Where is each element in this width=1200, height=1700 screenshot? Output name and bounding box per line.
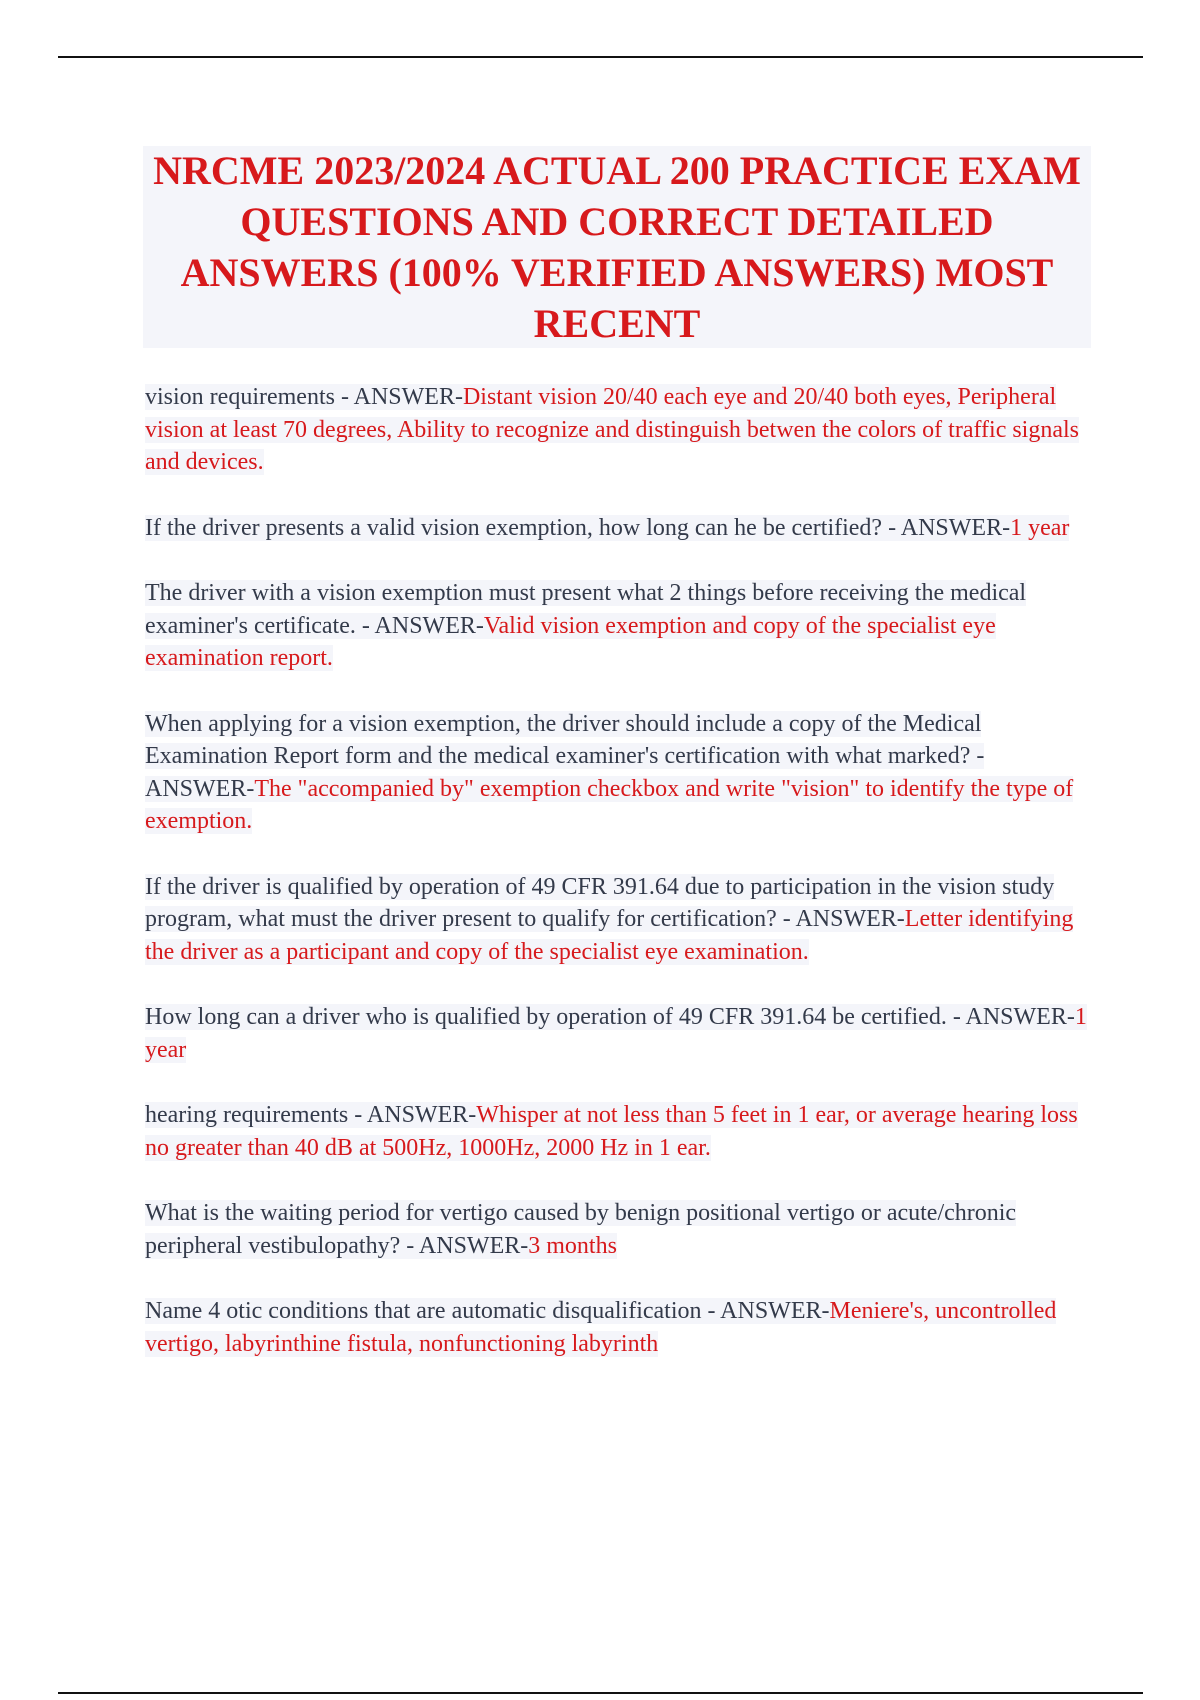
qa-item-body: [145, 384, 1079, 475]
bottom-rule: [58, 1692, 1143, 1694]
qa-item-otic-disqualifications: [145, 1295, 1095, 1360]
answer-text: 1 year: [145, 1004, 1087, 1063]
qa-item-body: [145, 580, 1026, 671]
qa-item-body: [145, 1200, 1016, 1259]
answer-text: The "accompanied by" exemption checkbox and write "vision" to identify the type of exemption.: [145, 775, 1074, 834]
title-box: [143, 146, 1091, 348]
question-text: vision requirements - ANSWER-: [145, 384, 463, 410]
qa-item-body: [145, 1102, 1078, 1161]
answer-text: Whisper at not less than 5 feet in 1 ear, or average hearing loss no greater than 40 dB at 500Hz, 1000Hz, 2000 Hz in 1 ear.: [145, 1102, 1078, 1161]
answer-text: 1 year: [1010, 514, 1070, 541]
qa-item-body: [145, 874, 1073, 965]
question-text: If the driver presents a valid vision exemption, how long can he be certified? - ANSWER-: [145, 514, 1011, 541]
answer-text: Meniere's, uncontrolled vertigo, labyrinthine fistula, nonfunctioning labyrinth: [145, 1298, 1057, 1357]
question-text: If the driver is qualified by operation of 49 CFR 391.64 due to participation in the vision study program, what must the driver present to qualify for certification? - ANSWER-: [145, 873, 1055, 932]
qa-item-vision-exemption-application: [145, 708, 1095, 838]
answer-text: Letter identifying the driver as a participant and copy of the specialist eye examination.: [145, 906, 1074, 965]
question-text: hearing requirements - ANSWER-: [145, 1102, 477, 1128]
question-text: How long can a driver who is qualified by operation of 49 CFR 391.64 be certified. - ANSWER-: [145, 1004, 1075, 1030]
top-rule: [58, 56, 1143, 58]
qa-item-body: [145, 1004, 1087, 1063]
qa-item-vision-study-program: [145, 871, 1095, 969]
qa-item-hearing-requirements: [145, 1099, 1095, 1164]
answer-text: Distant vision 20/40 each eye and 20/40 both eyes, Peripheral vision at least 70 degrees, Ability to recognize and distinguish betwen the colors of traffic signals and devices.: [145, 384, 1080, 475]
qa-item-body: [145, 711, 1073, 835]
answer-text: 3 months: [528, 1232, 617, 1259]
document-title: NRCME 2023/2024 ACTUAL 200 PRACTICE EXAM QUESTIONS AND CORRECT DETAILED ANSWERS (100% VERIFIED ANSWERS) MOST RECENT: [153, 148, 1081, 346]
qa-item-vertigo-waiting-period: [145, 1197, 1095, 1262]
answer-text: Valid vision exemption and copy of the specialist eye examination report.: [145, 612, 996, 671]
qa-item-vision-exemption-duration: [145, 512, 1095, 545]
qa-item-vision-requirements: [145, 381, 1095, 479]
qa-list: [145, 381, 1095, 1393]
qa-item-vision-exemption-documents: [145, 577, 1095, 675]
question-text: The driver with a vision exemption must present what 2 things before receiving the medical examiner's certificate. - ANSWER-: [145, 580, 1027, 639]
question-text: When applying for a vision exemption, the driver should include a copy of the Medical Examination Report form and the medical examiner's certification with what marked? - ANSWER-: [145, 710, 985, 802]
question-text: What is the waiting period for vertigo caused by benign positional vertigo or acute/chronic peripheral vestibulopathy? - ANSWER-: [145, 1200, 1017, 1259]
qa-item-body: [145, 515, 1069, 541]
qa-item-body: [145, 1298, 1056, 1357]
question-text: Name 4 otic conditions that are automatic disqualification - ANSWER-: [145, 1298, 830, 1324]
qa-item-391-64-certification-duration: [145, 1001, 1095, 1066]
